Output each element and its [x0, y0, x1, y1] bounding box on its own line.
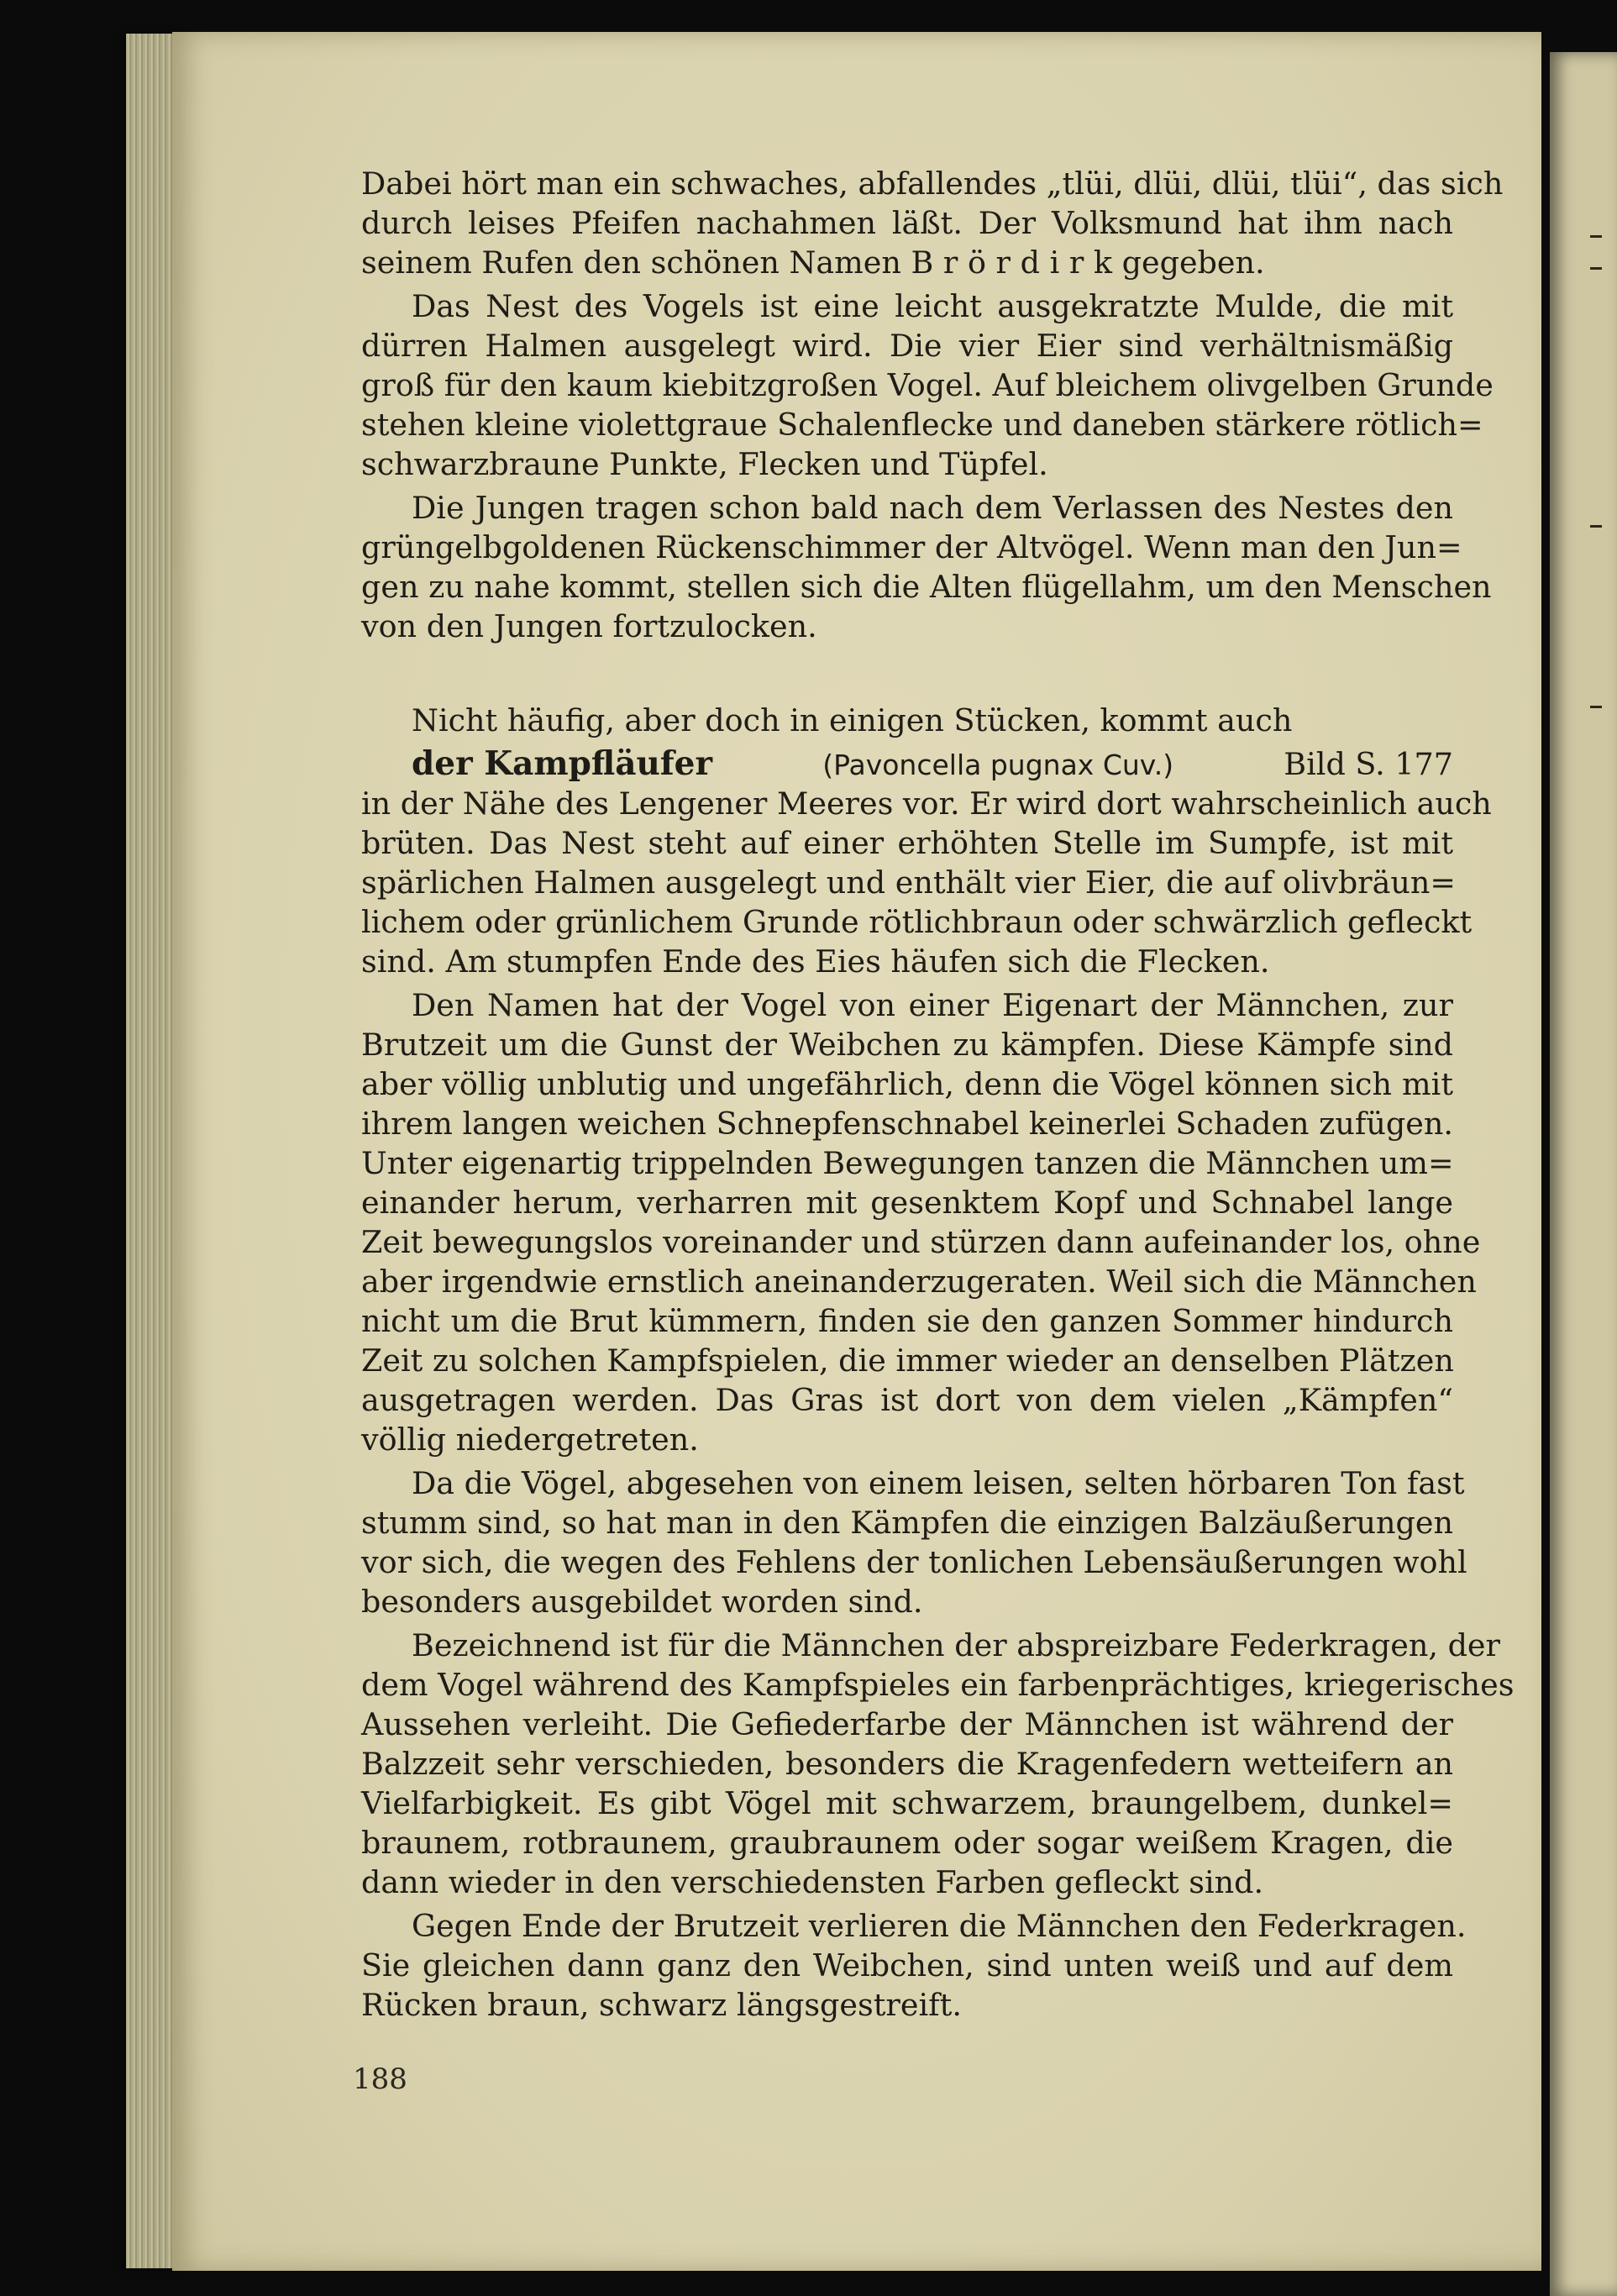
text-line: Nicht häufig, aber doch in einigen Stücken, kommt auch: [412, 702, 1293, 738]
text-line: Dabei hört man ein schwaches, abfallendes „tlüi, dlüi, dlüi, tlüi“, das sich: [361, 166, 1504, 202]
text-line: vor sich, die wegen des Fehlens der tonlichen Lebensäußerungen wohl: [361, 1544, 1467, 1580]
section-intro: [361, 701, 1453, 740]
paragraph: [361, 985, 1481, 1459]
text-line: sind. Am stumpfen Ende des Eies häufen sich die Flecken.: [361, 943, 1270, 980]
text-line: stehen kleine violettgraue Schalenflecke und daneben stärkere rötlich=: [361, 407, 1483, 443]
paragraph: [361, 1463, 1467, 1621]
facing-page-text-fragment: [1590, 525, 1602, 528]
figure-reference: Bild S. 177: [1284, 746, 1453, 782]
facing-page-edge: [1550, 52, 1617, 2296]
paragraph: [361, 488, 1492, 646]
text-line: braunem, rotbraunem, graubraunem oder sogar weißem Kragen, die: [361, 1825, 1453, 1861]
facing-page-text-fragment: [1590, 267, 1602, 270]
text-line: Da die Vögel, abgesehen von einem leisen, selten hörbaren Ton fast: [412, 1465, 1465, 1501]
text-line: ausgetragen werden. Das Gras ist dort von dem vielen „Kämpfen“: [361, 1382, 1453, 1418]
latin-name: (Pavoncella pugnax Cuv.): [822, 749, 1174, 781]
text-line: Gegen Ende der Brutzeit verlieren die Männchen den Federkragen.: [412, 1908, 1467, 1944]
paragraph: [361, 1906, 1467, 2025]
text-line: Sie gleichen dann ganz den Weibchen, sind unten weiß und auf dem: [361, 1947, 1453, 1983]
text-line: dem Vogel während des Kampfspieles ein farbenprächtiges, kriegerisches: [361, 1667, 1515, 1703]
text-line: in der Nähe des Lengener Meeres vor. Er wird dort wahrscheinlich auch: [361, 785, 1492, 822]
text-line: Zeit zu solchen Kampfspielen, die immer wieder an denselben Plätzen: [361, 1342, 1454, 1379]
text-line: stumm sind, so hat man in den Kämpfen die einzigen Balzäußerungen: [361, 1505, 1453, 1541]
species-heading: [361, 744, 1453, 784]
text-line: brüten. Das Nest steht auf einer erhöhten Stelle im Sumpfe, ist mit: [361, 825, 1453, 861]
page-text: [361, 164, 1515, 2029]
paragraph: [361, 286, 1494, 484]
text-line: aber völlig unblutig und ungefährlich, denn die Vögel können sich mit: [361, 1066, 1453, 1102]
text-line: seinem Rufen den schönen Namen B r ö r d i r k gegeben.: [361, 244, 1265, 281]
text-line: Bezeichnend ist für die Männchen der abspreizbare Federkragen, der: [412, 1627, 1500, 1663]
text-line: besonders ausgebildet worden sind.: [361, 1584, 923, 1620]
section-spacer: [361, 650, 1453, 701]
text-line: lichem oder grünlichem Grunde rötlichbraun oder schwärzlich gefleckt: [361, 904, 1473, 940]
text-line: Die Jungen tragen schon bald nach dem Verlassen des Nestes den: [412, 490, 1453, 526]
text-line: grüngelbgoldenen Rückenschimmer der Altvögel. Wenn man den Jun=: [361, 529, 1462, 565]
text-line: spärlichen Halmen ausgelegt und enthält vier Eier, die auf olivbräun=: [361, 864, 1456, 901]
text-line: Zeit bewegungslos voreinander und stürzen dann aufeinander los, ohne: [361, 1224, 1481, 1260]
text-line: nicht um die Brut kümmern, finden sie den ganzen Sommer hindurch: [361, 1303, 1453, 1339]
text-line: Vielfarbigkeit. Es gibt Vögel mit schwarzem, braungelbem, dunkel=: [361, 1785, 1453, 1821]
text-line: Aussehen verleiht. Die Gefiederfarbe der Männchen ist während der: [361, 1706, 1453, 1742]
page-number: 188: [353, 2062, 407, 2096]
text-line: völlig niedergetreten.: [361, 1421, 699, 1458]
text-line: groß für den kaum kiebitzgroßen Vogel. Auf bleichem olivgelben Grunde: [361, 367, 1494, 403]
paragraph: [361, 1626, 1515, 1902]
text-line: Rücken braun, schwarz längsgestreift.: [361, 1987, 962, 2023]
facing-page-text-fragment: [1590, 706, 1602, 708]
text-line: gen zu nahe kommt, stellen sich die Alten flügellahm, um den Menschen: [361, 569, 1492, 605]
facing-page-text-fragment: [1590, 235, 1602, 238]
text-line: Balzzeit sehr verschieden, besonders die Kragenfedern wetteifern an: [361, 1746, 1453, 1782]
text-line: Unter eigenartig trippelnden Bewegungen tanzen die Männchen um=: [361, 1145, 1454, 1181]
text-line: aber irgendwie ernstlich aneinanderzugeraten. Weil sich die Männchen: [361, 1264, 1477, 1300]
paragraph: [361, 164, 1504, 282]
text-line: Das Nest des Vogels ist eine leicht ausgekratzte Mulde, die mit: [412, 288, 1453, 324]
text-line: durch leises Pfeifen nachahmen läßt. Der Volksmund hat ihm nach: [361, 205, 1453, 241]
species-name: der Kampfläufer: [412, 744, 713, 783]
text-line: dann wieder in den verschiedensten Farben gefleckt sind.: [361, 1864, 1264, 1900]
text-line: schwarzbraune Punkte, Flecken und Tüpfel.: [361, 446, 1048, 482]
text-line: von den Jungen fortzulocken.: [361, 608, 817, 644]
text-line: Den Namen hat der Vogel von einer Eigenart der Männchen, zur: [412, 987, 1453, 1023]
text-line: Brutzeit um die Gunst der Weibchen zu kämpfen. Diese Kämpfe sind: [361, 1027, 1453, 1063]
text-line: ihrem langen weichen Schnepfenschnabel keinerlei Schaden zufügen.: [361, 1106, 1453, 1142]
paragraph: [361, 784, 1492, 981]
text-line: dürren Halmen ausgelegt wird. Die vier Eier sind verhältnismäßig: [361, 328, 1453, 364]
text-line: einander herum, verharren mit gesenktem Kopf und Schnabel lange: [361, 1185, 1453, 1221]
